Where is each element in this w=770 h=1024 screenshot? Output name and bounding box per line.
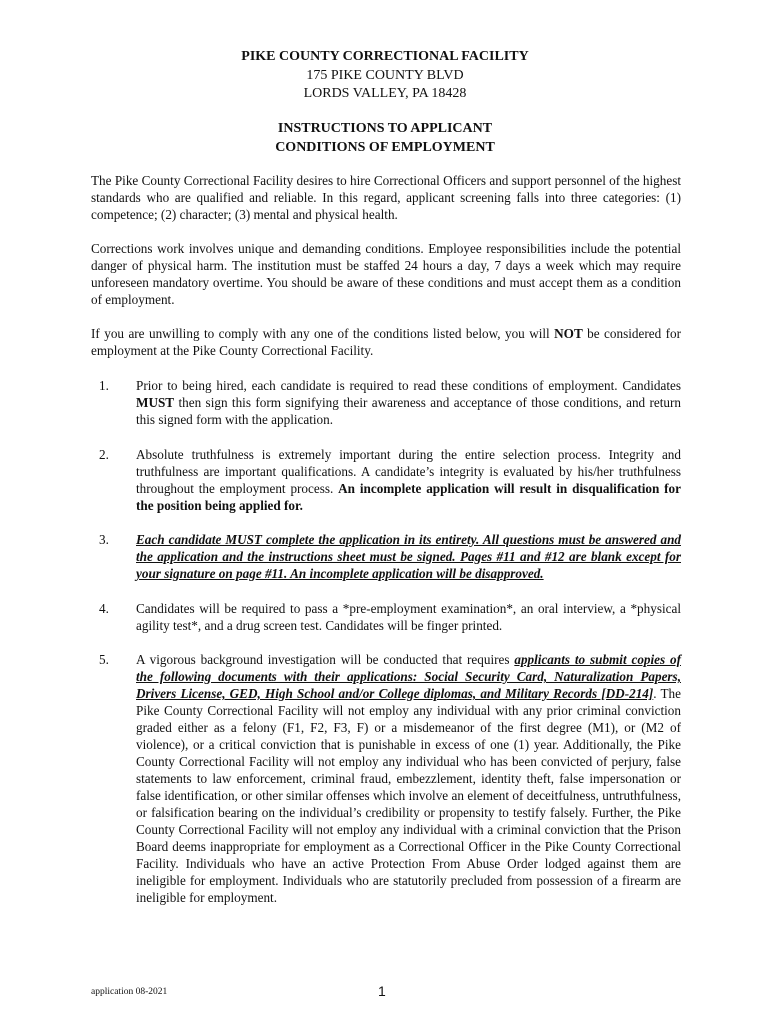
facility-name: PIKE COUNTY CORRECTIONAL FACILITY — [241, 49, 529, 64]
item-text-bold-underline: applicants to submit copies of the following documents with their applications: Social Security Card, Naturalization Papers, Drivers License, GED, High School and/or College diplomas, and Military Records [DD-214] — [136, 652, 681, 701]
document-title — [0, 120, 770, 157]
address-line-2: LORDS VALLEY, PA 18428 — [303, 86, 467, 101]
warning-text-a: If you are unwilling to comply with any one of the conditions listed below, you will — [91, 326, 555, 341]
intro-paragraph: The Pike County Correctional Facility desires to hire Correctional Officers and support personnel of the highest standards who are qualified and reliable. In this regard, applicant screening falls into three categories: (1) competence; (2) character; (3) mental and physical health. — [91, 173, 681, 222]
item-number: 1. — [99, 378, 109, 393]
item-text-bold: MUST — [136, 395, 175, 410]
item-number: 4. — [99, 601, 109, 616]
item-text-a: Prior to being hired, each candidate is required to read these conditions of employment. Candidates — [136, 378, 681, 393]
title-line-1: INSTRUCTIONS TO APPLICANT — [277, 121, 493, 136]
item-number: 5. — [99, 652, 109, 667]
item-text-a: A vigorous background investigation will be conducted that requires — [136, 652, 515, 667]
item-text-b: then sign this form signifying their awareness and acceptance of those conditions, and return this signed form with the application. — [136, 395, 681, 427]
item-text-bold-underline: Each candidate MUST complete the application in its entirety. All questions must be answered and the application and the instructions sheet must be signed. Pages #11 and #12 are blank except for your signature on page #11. An incomplete application will be disapproved. — [136, 532, 681, 581]
item-text-b: . The Pike County Correctional Facility will not employ any individual with any prior criminal conviction graded either as a felony (F1, F2, F3, F) or a misdemeanor of the first degree (M1), or (M2 of violence), or a critical conviction that is punishable in excess of one (1) year. Additionally, the Pike County Correctional Facility will not employ any individual who has been convicted of perjury, false statements to law enforcement, criminal fraud, embezzlement, identity theft, false impersonation or false identification, or other similar offenses which involve an element of deceitfulness, untruthfulness, or falsification bearing on the individual’s credibility or propensity to testify falsely. Further, the Pike County Correctional Facility will not employ any individual with a criminal conviction that the Prison Board deems inappropriate for employment as a Correctional Officer in the Pike County Correctional Facility. Individuals who have an active Protection From Abuse Order lodged against them are ineligible for employment. Individuals who are statutorily precluded from possession of a firearm are ineligible for employment. — [136, 686, 682, 905]
item-text-bold: An incomplete application will result in disqualification for the position being applied for. — [136, 481, 681, 513]
warning-paragraph — [91, 325, 681, 359]
page-number: 1 — [378, 983, 386, 999]
item-number: 3. — [99, 532, 109, 547]
item-number: 2. — [99, 447, 109, 462]
item-text: Candidates will be required to pass a *pre-employment examination*, an oral interview, a *physical agility test*, and a drug screen test. Candidates will be finger printed. — [136, 601, 681, 633]
title-line-2: CONDITIONS OF EMPLOYMENT — [275, 139, 495, 155]
letterhead — [0, 48, 770, 104]
item-text — [136, 446, 681, 514]
warning-not: NOT — [554, 326, 583, 341]
warning-text-b: be considered for employment at the Pike County Correctional Facility. — [91, 326, 681, 358]
item-text — [136, 651, 681, 906]
footer-version: application 08-2021 — [91, 987, 168, 997]
item-text — [136, 377, 681, 428]
conditions-paragraph: Corrections work involves unique and demanding conditions. Employee responsibilities include the potential danger of physical harm. The institution must be staffed 24 hours a day, 7 days a week which may require unforeseen mandatory overtime. You should be aware of these conditions and must accept them as a condition of employment. — [91, 241, 681, 307]
address-line-1: 175 PIKE COUNTY BLVD — [306, 67, 464, 83]
item-text-a: Absolute truthfulness is extremely important during the entire selection process. Integrity and truthfulness are important qualifications. A candidate’s integrity is evaluated by his/her truthfulness throughout the employment process. — [136, 447, 681, 496]
